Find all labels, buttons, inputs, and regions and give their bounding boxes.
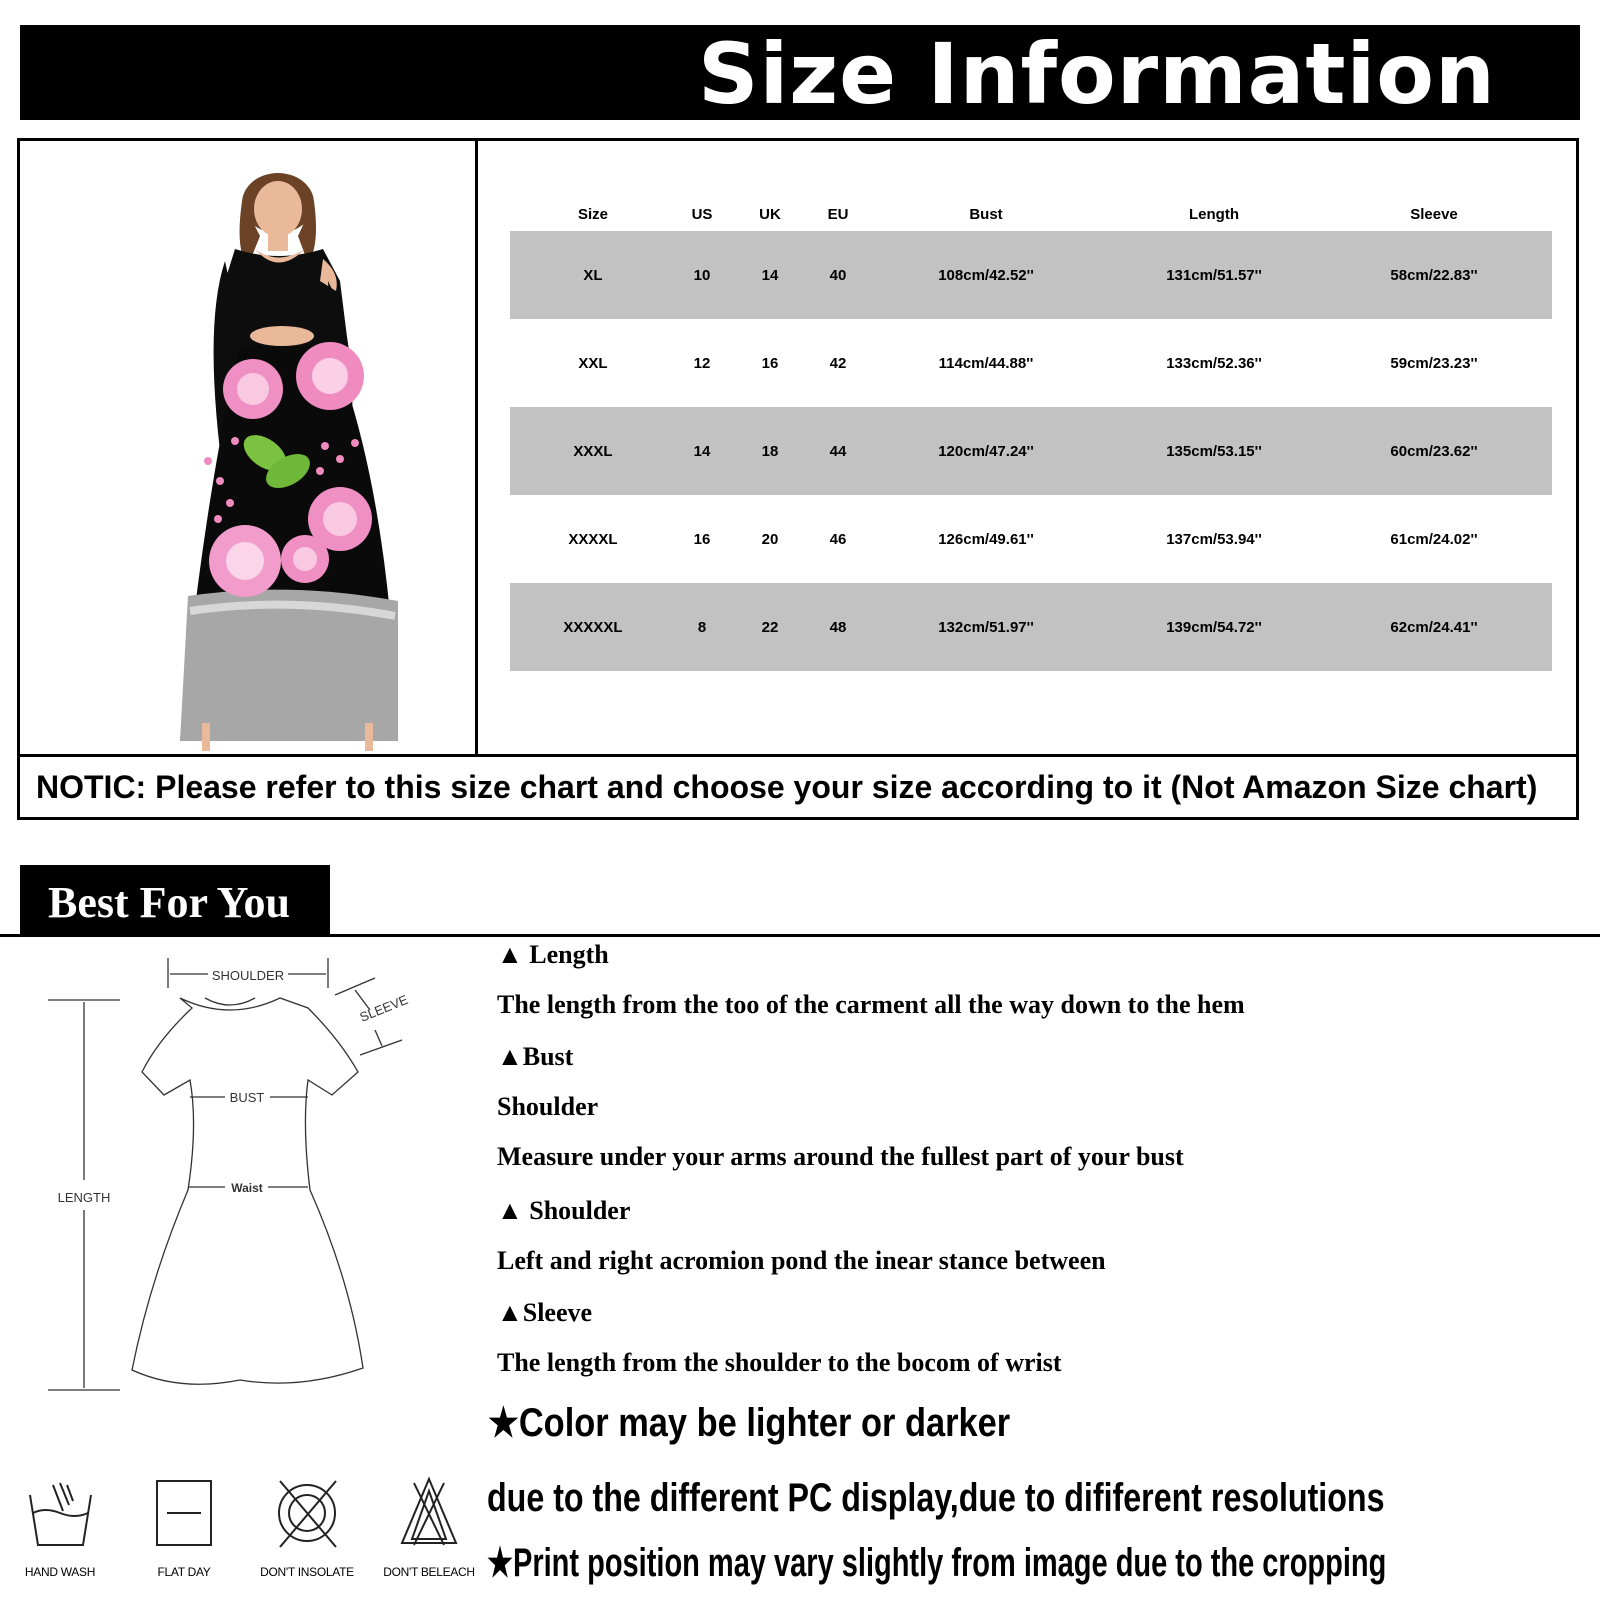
table-cell: XXXXXL [563,618,623,636]
table-row [510,231,1552,319]
table-cell: 59cm/23.23'' [1390,354,1478,372]
title-banner [20,25,1580,123]
table-cell: 20 [761,530,779,548]
table-cell: 46 [829,530,847,548]
table-cell: 139cm/54.72'' [1166,618,1262,636]
bust-description: Measure under your arms around the fullest part of your bust [497,1142,1184,1171]
table-cell: 120cm/47.24'' [938,442,1034,460]
color-note: ★Color may be lighter or darker [488,1401,1011,1445]
table-header-cell: Bust [969,205,1003,223]
dont-insolate-label: DON'T INSOLATE [260,1565,354,1579]
table-cell: XXL [578,354,608,372]
shoulder-description: Left and right acromion pond the inear stance between [497,1246,1106,1275]
length-heading: ▲ Length [497,940,609,969]
table-cell: 137cm/53.94'' [1166,530,1262,548]
flat-dry-icon [129,1475,239,1555]
table-header-cell: Size [577,205,608,223]
table-cell: 44 [829,442,847,460]
display-note: due to the different PC display,due to dififerent resolutions [487,1476,1385,1520]
table-header-cell: UK [759,205,781,223]
table-cell: 48 [829,618,847,636]
sleeve-label: SLEEVE [357,991,411,1025]
product-photo [20,141,475,751]
table-cell: 8 [697,618,707,636]
table-cell: 16 [693,530,711,548]
waist-label: Waist [231,1181,263,1195]
table-cell: 22 [761,618,779,636]
table-cell: 131cm/51.57'' [1166,266,1262,284]
dont-insolate-icon [252,1475,362,1555]
length-label: LENGTH [57,1190,111,1205]
bust-subheading: Shoulder [497,1092,599,1121]
table-cell: 126cm/49.61'' [938,530,1034,548]
table-cell: 60cm/23.62'' [1390,442,1478,460]
size-chart-panel [17,138,1579,820]
table-cell: XXXL [573,442,613,460]
table-cell: 42 [829,354,847,372]
bust-heading: ▲Bust [497,1042,574,1071]
table-cell: 135cm/53.15'' [1166,442,1262,460]
print-position-note: ★Print position may vary slightly from image due to the cropping [487,1541,1387,1585]
table-header-cell: Length [1189,205,1239,223]
table-header-cell: Sleeve [1410,205,1458,223]
shoulder-heading: ▲ Shoulder [497,1196,631,1225]
table-row [510,407,1552,495]
shoulder-label: SHOULDER [211,968,285,983]
dress-measurement-diagram [40,950,430,1430]
table-cell: 108cm/42.52'' [938,266,1034,284]
table-header-cell: EU [827,205,849,223]
best-for-you-tab [20,865,330,935]
table-cell: 133cm/52.36'' [1166,354,1262,372]
bust-label: BUST [229,1090,265,1105]
length-description: The length from the too of the carment all the way down to the hem [497,990,1245,1019]
flat-dry-label: FLAT DAY [157,1565,211,1579]
table-cell: 18 [761,442,779,460]
table-cell: 16 [761,354,779,372]
table-header-cell: US [691,205,713,223]
section-divider [0,934,1600,937]
table-row [510,319,1552,407]
dont-bleach-icon [374,1475,484,1555]
hand-wash-icon [5,1475,115,1555]
dont-bleach-label: DON'T BELEACH [383,1565,475,1579]
product-photo-cell [20,141,478,754]
page-title: Size Information [698,25,1496,123]
table-cell: 14 [761,266,779,284]
table-cell: XL [583,266,603,284]
table-cell: 14 [693,442,711,460]
sleeve-heading: ▲Sleeve [497,1298,593,1327]
notice-row [20,754,1576,817]
table-cell: 114cm/44.88'' [938,354,1034,372]
table-cell: 61cm/24.02'' [1390,530,1478,548]
table-cell: 62cm/24.41'' [1390,618,1478,636]
table-cell: 132cm/51.97'' [938,618,1034,636]
table-row [510,495,1552,583]
table-row [510,583,1552,671]
table-cell: 10 [693,266,711,284]
best-for-you-title: Best For You [48,878,290,927]
table-cell: 58cm/22.83'' [1390,266,1478,284]
notice-text: NOTIC: Please refer to this size chart and choose your size according to it (Not Amazon Size chart) [36,769,1538,805]
hand-wash-label: HAND WASH [24,1565,96,1579]
table-cell: XXXXL [568,530,618,548]
table-cell: 40 [829,266,847,284]
table-cell: 12 [693,354,711,372]
sleeve-description: The length from the shoulder to the bocom of wrist [497,1348,1062,1377]
